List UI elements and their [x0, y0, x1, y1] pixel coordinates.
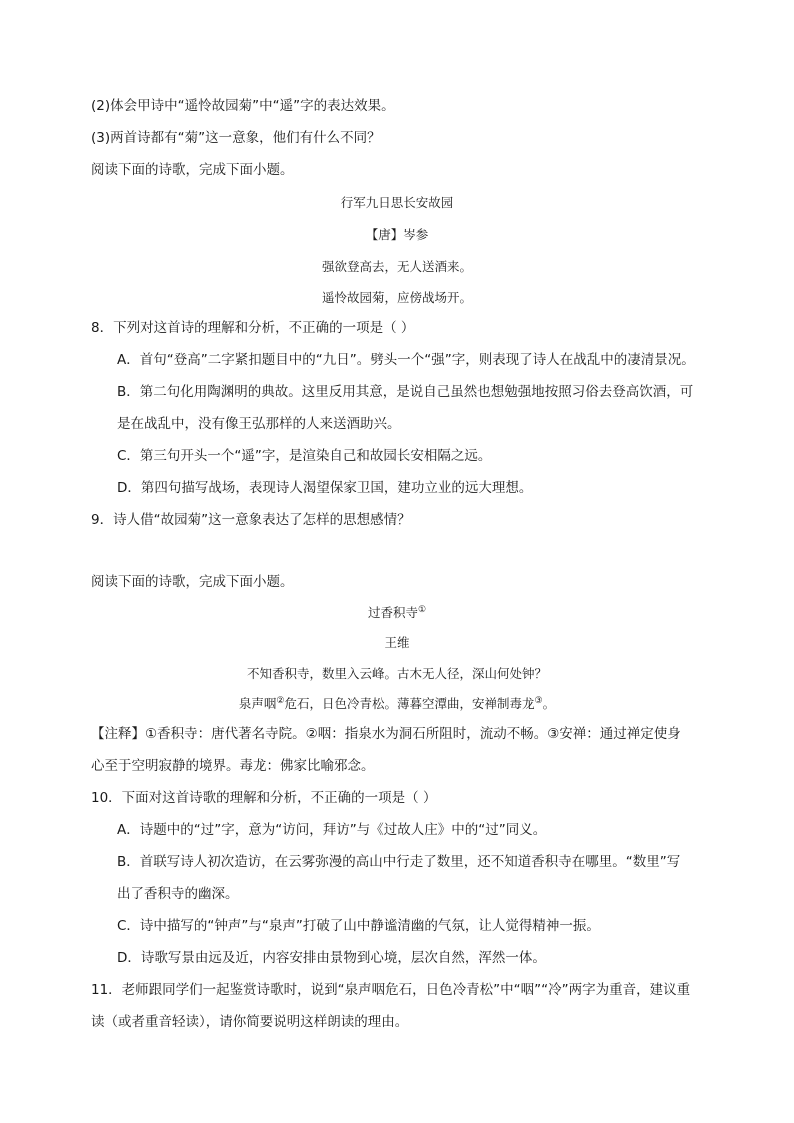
poem-2-line-2: 泉声咽②危石，日色冷青松。薄暮空潭曲，安禅制毒龙③。 — [238, 695, 556, 711]
annotation-note: 【注释】①香积寺：唐代著名寺院。②咽：指泉水为洞石所阻时，流动不畅。③安禅：通过禅定使身 — [91, 726, 681, 742]
footnote-mark: ② — [276, 695, 285, 706]
question-3-text: (3)两首诗都有“菊”这一意象，他们有什么不同？ — [91, 130, 381, 146]
question-9-stem: 9．诗人借“故园菊”这一意象表达了怎样的思想感情？ — [91, 512, 411, 528]
poem-1-author: 【唐】岑参 — [365, 227, 429, 242]
question-8-option-b-continued: 是在战乱中，没有像王弘那样的人来送酒助兴。 — [117, 416, 401, 432]
question-8-option-a: A．首句“登高”二字紧扣题目中的“九日”。劈头一个“强”字，则表现了诗人在战乱中的凄清景况。 — [117, 352, 695, 368]
poem-2-author: 王维 — [384, 635, 410, 650]
question-10-option-b-continued: 出了香积寺的幽深。 — [117, 886, 239, 902]
question-10-stem: 10．下面对这首诗歌的理解和分析，不正确的一项是（ ） — [91, 790, 437, 806]
question-2-text: (2)体会甲诗中“遥怜故园菊”中“遥”字的表达效果。 — [91, 98, 395, 114]
question-10-option-a: A．诗题中的“过”字，意为“访问，拜访”与《过故人庄》中的“过”同义。 — [117, 822, 547, 838]
footnote-mark: ③ — [534, 695, 543, 706]
question-10-option-d: D．诗歌写景由远及近，内容安排由景物到心境，层次自然，浑然一体。 — [117, 950, 546, 966]
poem-1-line-2: 遥怜故园菊，应傍战场开。 — [321, 290, 472, 305]
question-10-option-c: C．诗中描写的“钟声”与“泉声”打破了山中静谧清幽的气氛，让人觉得精神一振。 — [117, 918, 600, 934]
question-8-stem: 8．下列对这首诗的理解和分析，不正确的一项是（ ） — [91, 320, 415, 336]
reading-instruction: 阅读下面的诗歌，完成下面小题。 — [91, 574, 294, 590]
poem-1-line-1: 强欲登高去，无人送酒来。 — [321, 259, 472, 274]
question-11-stem: 11．老师跟同学们一起鉴赏诗歌时，说到“泉声咽危石，日色冷青松”中“咽”“冷”两字为重音，建议重 — [91, 982, 691, 998]
question-8-option-b: B．第二句化用陶渊明的典故。这里反用其意，是说自己虽然也想勉强地按照习俗去登高饮酒，可 — [117, 384, 694, 400]
question-10-option-b: B．首联写诗人初次造访，在云雾弥漫的高山中行走了数里，还不知道香积寺在哪里。“数里”写 — [117, 854, 681, 870]
question-8-option-d: D．第四句描写战场，表现诗人渴望保家卫国，建功立业的远大理想。 — [117, 480, 533, 496]
question-8-option-c: C．第三句开头一个“遥”字，是渲染自己和故园长安相隔之远。 — [117, 448, 492, 464]
question-11-stem-continued: 读（或者重音轻读），请你简要说明这样朗读的理由。 — [91, 1014, 409, 1030]
poem-1-title: 行军九日思长安故园 — [340, 195, 454, 210]
poem-2-line-1: 不知香积寺，数里入云峰。古木无人径，深山何处钟？ — [246, 666, 547, 681]
reading-instruction: 阅读下面的诗歌，完成下面小题。 — [91, 162, 294, 178]
poem-2-title: 过香积寺① — [367, 604, 427, 620]
footnote-mark: ① — [417, 604, 427, 615]
annotation-note-continued: 心至于空明寂静的境界。毒龙：佛家比喻邪念。 — [91, 758, 375, 774]
